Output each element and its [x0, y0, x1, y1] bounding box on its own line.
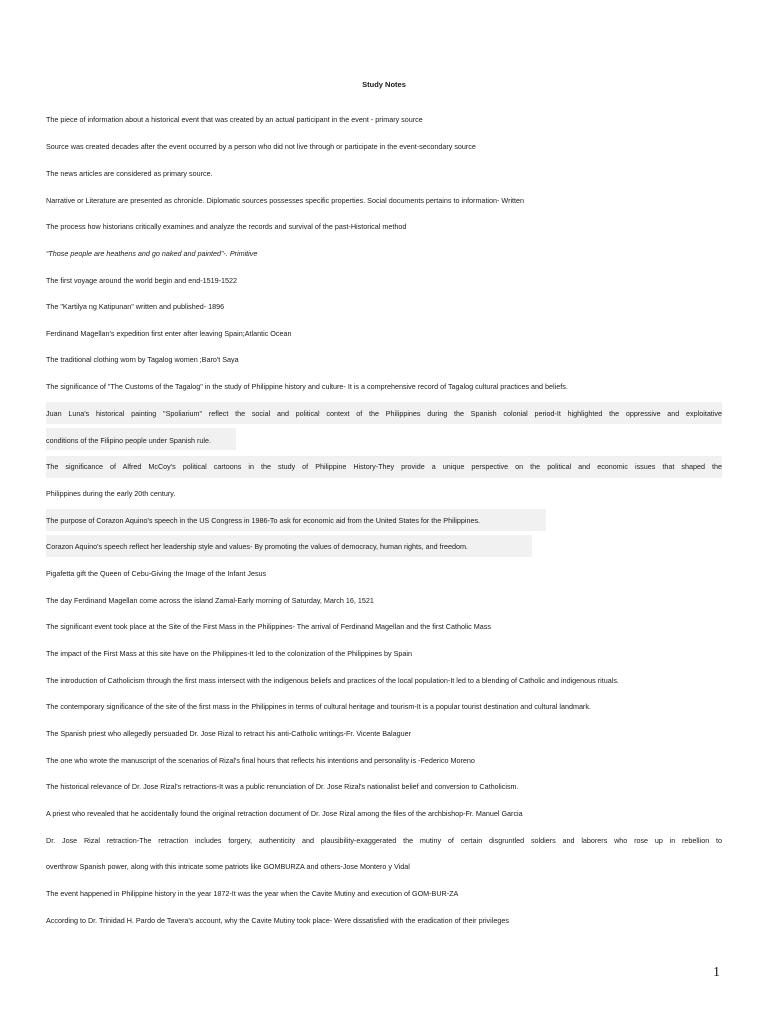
note-line: The first voyage around the world begin and end-1519-1522 [46, 276, 237, 285]
note-line: The introduction of Catholicism through the first mass intersect with the indigenous beliefs and practices of the local population-It led to a blending of Catholic and indigenous rituals. [46, 676, 619, 685]
page-title: Study Notes [362, 80, 406, 89]
note-line: Philippines during the early 20th century. [46, 489, 176, 498]
note-line: The news articles are considered as primary source. [46, 169, 213, 178]
note-line: overthrow Spanish power, along with this intricate some patriots like GOMBURZA and others-Jose Montero y Vidal [46, 862, 410, 871]
note-line: The significance of Alfred McCoy's political cartoons in the study of Philippine History-They provide a unique perspective on the political and economic issues that shaped the [46, 462, 722, 471]
note-line: Narrative or Literature are presented as chronicle. Diplomatic sources possesses specific properties. Social documents pertains to information- Written [46, 196, 525, 205]
note-line: The significance of "The Customs of the Tagalog" in the study of Philippine history and culture- It is a comprehensive record of Tagalog cultural practices and beliefs. [46, 382, 568, 391]
note-line: The traditional clothing worn by Tagalog women ;Baro't Saya [46, 355, 239, 364]
note-line: The process how historians critically examines and analyze the records and survival of the past-Historical method [46, 222, 407, 231]
note-line: The significant event took place at the Site of the First Mass in the Philippines- The arrival of Ferdinand Magellan and the first Catholic Mass [46, 622, 491, 631]
note-line: The historical relevance of Dr. Jose Rizal's retractions-It was a public renunciation of Dr. Jose Rizal's nationalist belief and conversion to Catholicism. [46, 782, 519, 791]
page-number: 1 [713, 965, 720, 980]
note-line: The "Kartilya ng Katipunan" written and published- 1896 [46, 302, 225, 311]
note-line: The Spanish priest who allegedly persuaded Dr. Jose Rizal to retract his anti-Catholic writings-Fr. Vicente Balaguer [46, 729, 412, 738]
note-line: Source was created decades after the event occurred by a person who did not live through or participate in the event-secondary source [46, 142, 476, 151]
note-line: conditions of the Filipino people under Spanish rule. [46, 436, 212, 445]
note-line: A priest who revealed that he accidentally found the original retraction document of Dr. Jose Rizal among the files of the archbishop-Fr. Manuel Garcia [46, 809, 523, 818]
note-line: Ferdinand Magellan's expedition first enter after leaving Spain;Atlantic Ocean [46, 329, 292, 338]
note-line: The event happened in Philippine history in the year 1872-It was the year when the Cavite Mutiny and execution of GOM-BUR-ZA [46, 889, 459, 898]
note-line: The impact of the First Mass at this site have on the Philippines-It led to the colonization of the Philippines by Spain [46, 649, 412, 658]
note-line: The day Ferdinand Magellan come across the island Zamal-Early morning of Saturday, March 16, 1521 [46, 596, 374, 605]
note-line: Juan Luna's historical painting "Spoliarium" reflect the social and political context of the Philippines during the Spanish colonial period-It highlighted the oppressive and exploitative [46, 409, 722, 418]
note-line: Dr. Jose Rizal retraction-The retraction includes forgery, authenticity and plausibility-exaggerated the mutiny of certain disgruntled soldiers and laborers who rose up in rebellion to [46, 836, 722, 845]
note-line: The piece of information about a historical event that was created by an actual participant in the event - primary source [46, 115, 423, 124]
note-line: According to Dr. Trinidad H. Pardo de Tavera's account, why the Cavite Mutiny took place- Were dissatisfied with the eradication of their privileges [46, 916, 509, 925]
note-line: Corazon Aquino's speech reflect her leadership style and values- By promoting the values of democracy, human rights, and freedom. [46, 542, 468, 551]
note-line: The one who wrote the manuscript of the scenarios of Rizal's final hours that reflects his intentions and personality is -Federico Moreno [46, 756, 475, 765]
note-line: Pigafetta gift the Queen of Cebu-Giving the Image of the Infant Jesus [46, 569, 267, 578]
note-line: The purpose of Corazon Aquino's speech in the US Congress in 1986-To ask for economic aid from the United States for the Philippines. [46, 516, 481, 525]
note-line: “Those people are heathens and go naked and painted”-. Primitive [46, 249, 258, 258]
note-line: The contemporary significance of the site of the first mass in the Philippines in terms of cultural heritage and tourism-It is a popular tourist destination and cultural landmark. [46, 702, 591, 711]
